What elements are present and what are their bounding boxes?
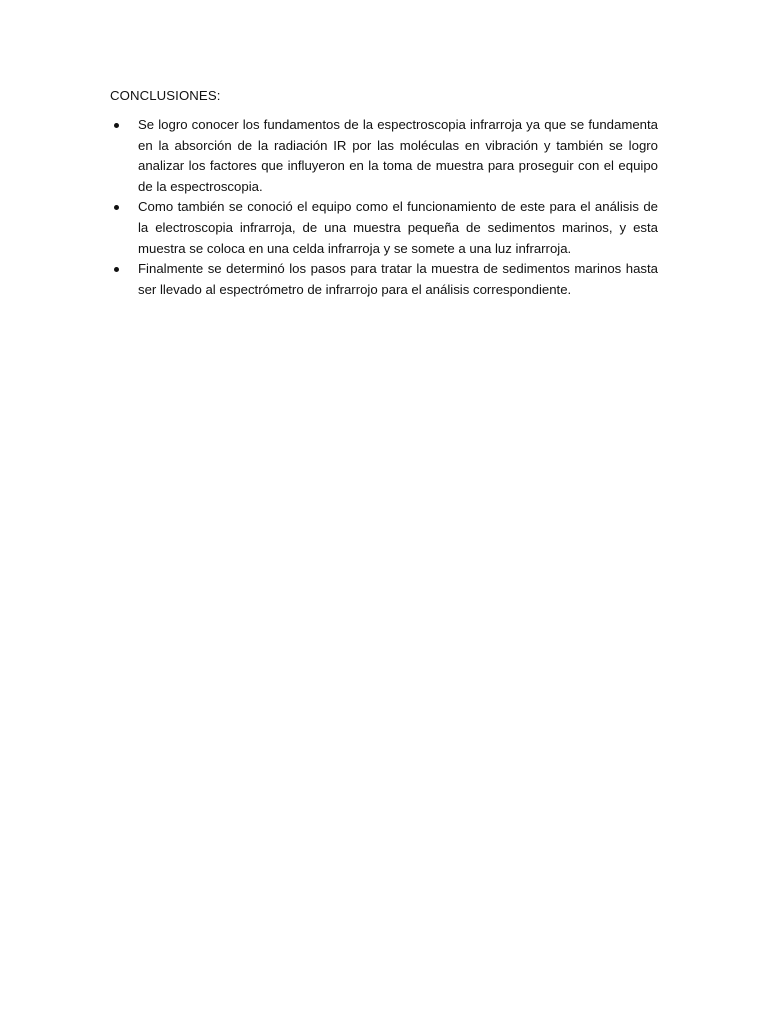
list-item-text: Finalmente se determinó los pasos para tratar la muestra de sedimentos marinos hasta ser llevado al espectrómetro de infrarrojo para el análisis correspondiente. xyxy=(138,261,658,297)
list-item xyxy=(110,197,658,259)
list-item xyxy=(110,115,658,197)
list-item-text: Como también se conoció el equipo como el funcionamiento de este para el análisis de la electroscopia infrarroja, de una muestra pequeña de sedimentos marinos, y esta muestra se coloca en una celda infrarroja y se somete a una luz infrarroja. xyxy=(138,199,658,256)
bullet-icon xyxy=(114,205,119,210)
list-item-text: Se logro conocer los fundamentos de la espectroscopia infrarroja ya que se fundamenta en la absorción de la radiación IR por las moléculas en vibración y también se logro analizar los factores que influyeron en la toma de muestra para proseguir con el equipo de la espectroscopia. xyxy=(138,117,658,194)
bullet-icon xyxy=(114,267,119,272)
list-item xyxy=(110,259,658,300)
document-content xyxy=(110,86,658,300)
conclusions-list xyxy=(110,115,658,300)
bullet-icon xyxy=(114,123,119,128)
section-heading: CONCLUSIONES: xyxy=(110,88,221,103)
